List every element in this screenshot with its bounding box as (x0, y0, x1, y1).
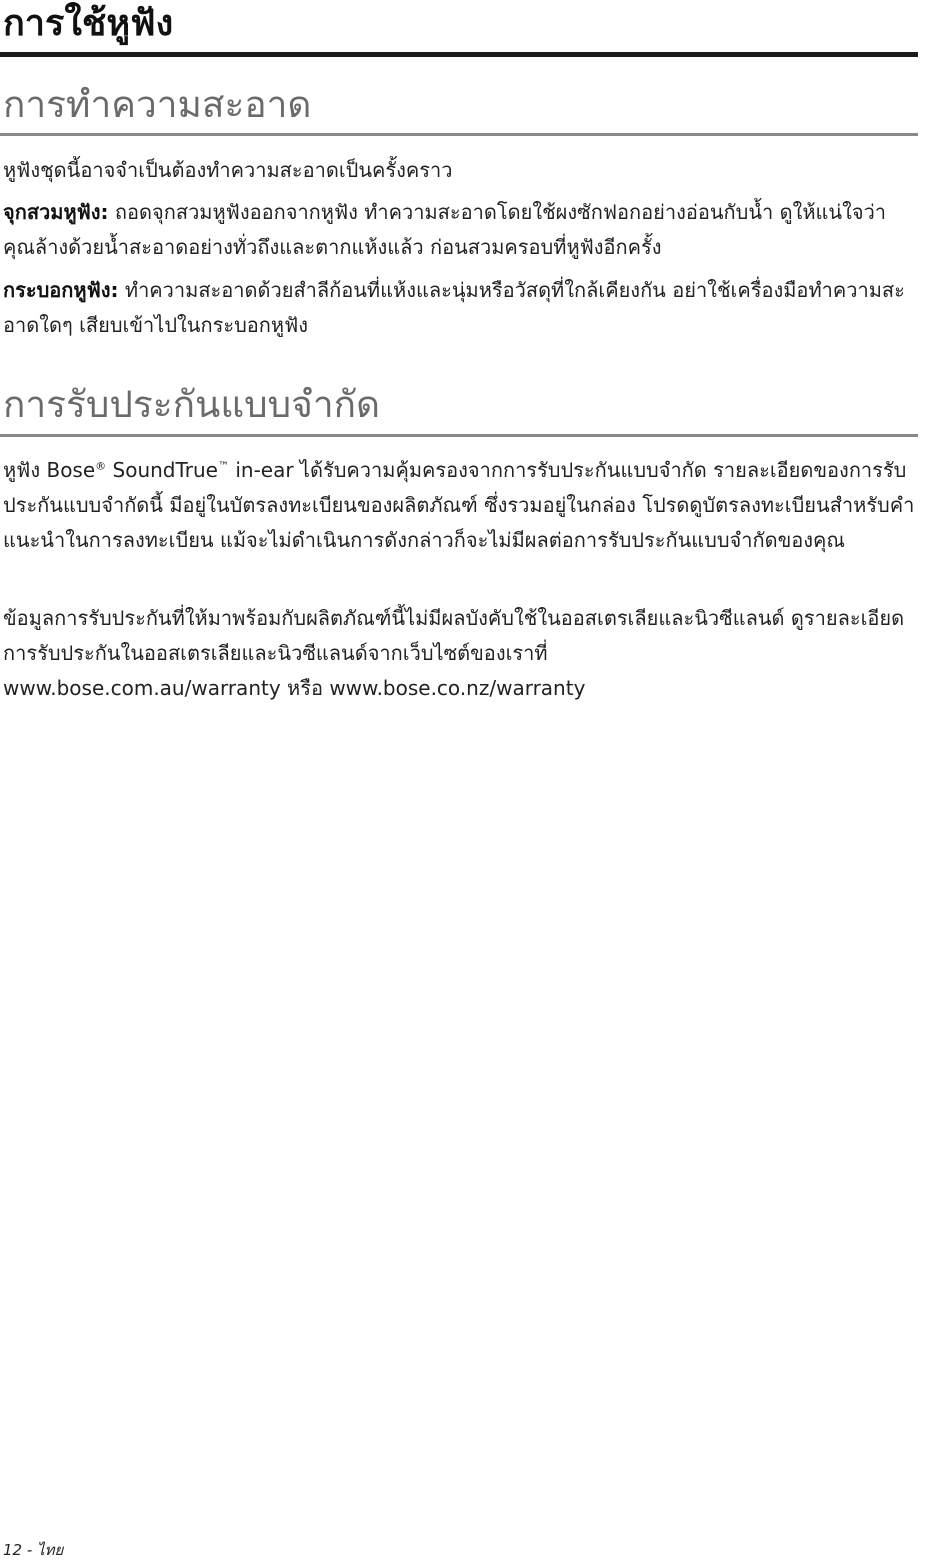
warranty-heading: การรับประกันแบบจำกัด (3, 383, 381, 426)
title-divider (0, 52, 918, 57)
warranty-text-rest: in-ear ได้รับความคุ้มครองจากการรับประกันแบบจำกัด รายละเอียดของการรับประกันแบบจำกัดนี้ มีอยู่ในบัตรลงทะเบียนของผลิตภัณฑ์ ซึ่งรวมอยู่ในกล่อง โปรดดูบัตรลงทะเบียนสำหรับคำแนะนำในการลงทะเบียน แม้จะไม่ดำเนินการดังกล่าวก็จะไม่มีผลต่อการรับประกันแบบจำกัดของคุณ (3, 458, 915, 552)
page-footer: 12 - ไทย (3, 1541, 64, 1559)
cleaning-divider (0, 133, 918, 136)
warranty-url-au[interactable]: www.bose.com.au/warranty (3, 676, 281, 700)
warranty-text-start: หูฟัง Bose (3, 458, 96, 482)
housing-paragraph (3, 273, 915, 343)
warranty-url-separator: หรือ (280, 676, 330, 700)
ear-tips-paragraph (3, 195, 915, 265)
warranty-url-nz[interactable]: www.bose.co.nz/warranty (329, 676, 586, 700)
housing-label: กระบอกหูฟัง: (3, 278, 119, 302)
cleaning-intro: หูฟังชุดนี้อาจจำเป็นต้องทำความสะอาดเป็นครั้งคราว (3, 158, 453, 182)
warranty-divider (0, 434, 918, 437)
housing-text: ทำความสะอาดด้วยสำลีก้อนที่แห้งและนุ่มหรือวัสดุที่ใกล้เคียงกัน อย่าใช้เครื่องมือทำความสะอาดใดๆ เสียบเข้าไปในกระบอกหูฟัง (3, 278, 905, 337)
warranty-au-nz-text: ข้อมูลการรับประกันที่ให้มาพร้อมกับผลิตภัณฑ์นี้ไม่มีผลบังคับใช้ในออสเตรเลียและนิวซีแลนด์ ดูรายละเอียดการรับประกันในออสเตรเลียและนิวซีแลนด์จากเว็บไซต์ของเราที่ (3, 606, 905, 665)
page-title: การใช้หูฟัง (3, 3, 174, 44)
ear-tips-text: ถอดจุกสวมหูฟังออกจากหูฟัง ทำความสะอาดโดยใช้ผงซักฟอกอย่างอ่อนกับน้ำ ดูให้แน่ใจว่าคุณล้างด้วยน้ำสะอาดอย่างทั่วถึงและตากแห้งแล้ว ก่อนสวมครอบที่หูฟังอีกครั้ง (3, 200, 887, 259)
warranty-paragraph (3, 453, 915, 558)
cleaning-heading: การทำความสะอาด (3, 83, 312, 126)
registered-mark: ® (95, 459, 107, 473)
trademark-mark: ™ (217, 459, 229, 473)
product-name: SoundTrue (106, 458, 218, 482)
warranty-au-nz-paragraph (3, 601, 915, 706)
ear-tips-label: จุกสวมหูฟัง: (3, 200, 109, 224)
